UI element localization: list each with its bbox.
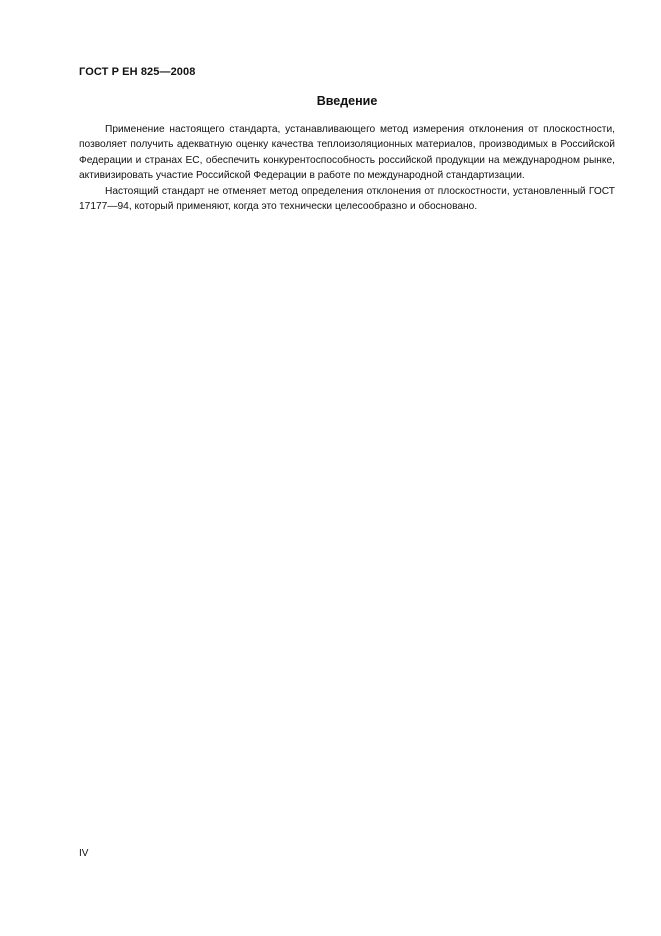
- page-number: IV: [79, 848, 89, 859]
- section-body: [79, 122, 615, 214]
- paragraph-1: Применение настоящего стандарта, устанавливающего метод измерения отклонения от плоскостности, позволяет получить адекватную оценку качества теплоизоляционных материалов, производимых в Российской Федерации и странах ЕС, обеспечить конкурентоспособность российской продукции на международном рынке, активизировать участие Российской Федерации в работе по международной стандартизации.: [79, 124, 615, 182]
- document-code: ГОСТ Р ЕН 825—2008: [79, 66, 196, 78]
- section-title: [79, 94, 615, 108]
- paragraph-2: Настоящий стандарт не отменяет метод определения отклонения от плоскостности, установленный ГОСТ 17177—94, который применяют, когда это технически целесообразно и обосновано.: [79, 185, 615, 213]
- section-title-text: Введение: [316, 94, 378, 108]
